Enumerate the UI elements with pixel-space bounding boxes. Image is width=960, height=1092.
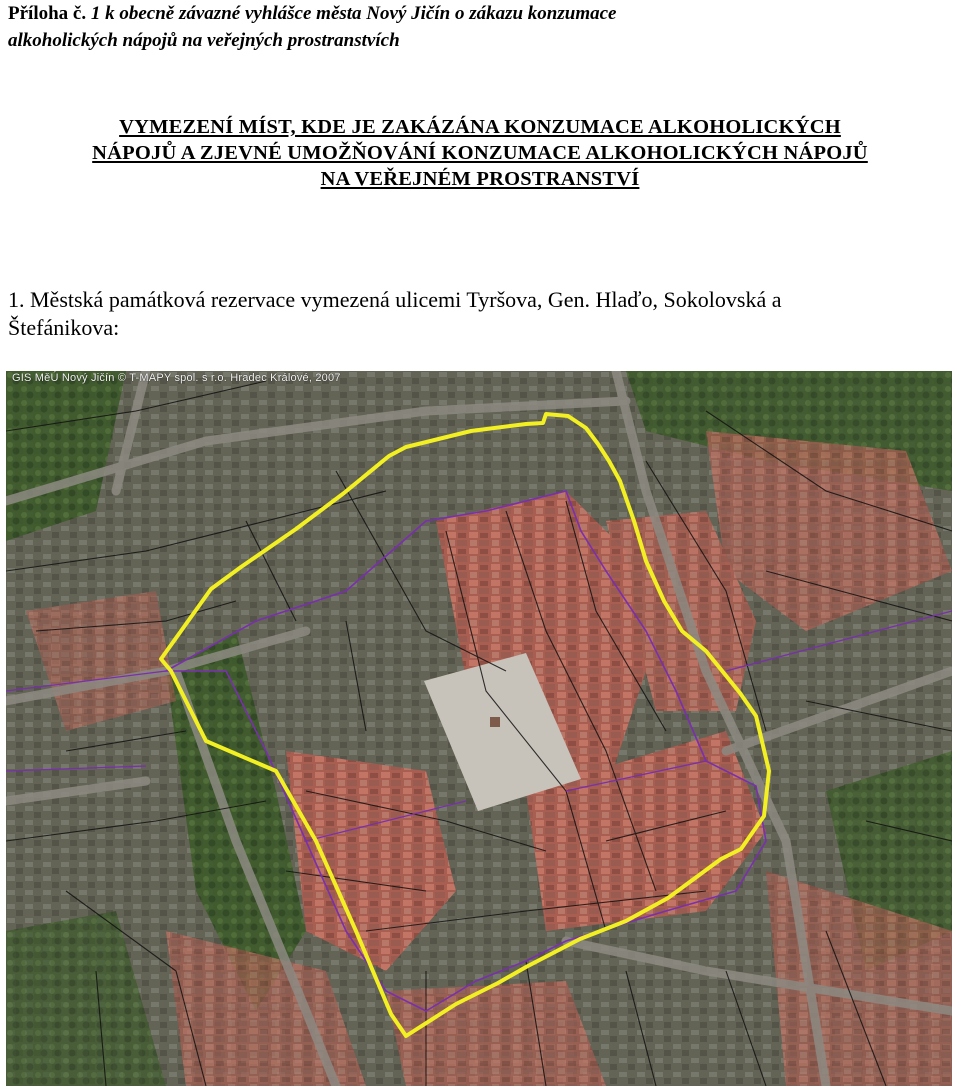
- map-credit: GIS MěÚ Nový Jičín © T-MAPY spol. s r.o. Hradec Králové, 2007: [12, 372, 341, 384]
- title-line-1: VYMEZENÍ MÍST, KDE JE ZAKÁZÁNA KONZUMACE ALKOHOLICKÝCH: [119, 116, 841, 138]
- title-line-3: NA VEŘEJNÉM PROSTRANSTVÍ: [320, 168, 640, 190]
- header-line-1: [8, 0, 958, 27]
- section-line-2: Štefánikova:: [8, 315, 120, 340]
- document-header: [8, 0, 958, 54]
- header-line-1-text: 1 k obecně závazné vyhlášce města Nový Jičín o zákazu konzumace: [86, 3, 617, 24]
- document-title: [0, 114, 960, 192]
- aerial-map: [6, 371, 952, 1086]
- section-heading: [8, 286, 956, 342]
- section-line-1: 1. Městská památková rezervace vymezená ulicemi Tyršova, Gen. Hlaďo, Sokolovská a: [8, 287, 782, 312]
- title-line-2: NÁPOJŮ A ZJEVNÉ UMOŽŇOVÁNÍ KONZUMACE ALKOHOLICKÝCH NÁPOJŮ: [92, 142, 868, 164]
- header-line-2: alkoholických nápojů na veřejných prostranstvích: [8, 30, 400, 51]
- annex-label: Příloha č.: [8, 3, 87, 24]
- aerial-map-image: [6, 371, 952, 1086]
